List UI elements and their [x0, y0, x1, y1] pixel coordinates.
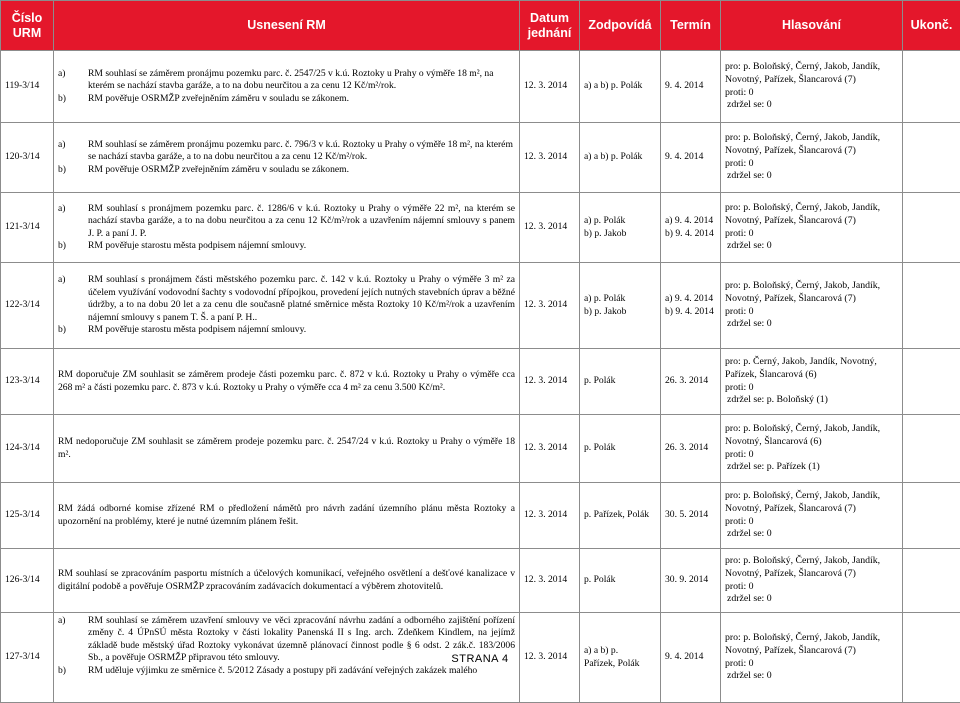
completed-cell	[903, 51, 960, 123]
sub-label: a)	[58, 203, 74, 240]
header-zodpovida: Zodpovídá	[580, 1, 661, 51]
deadline-line: 9. 4. 2014	[665, 651, 716, 663]
responsible	[580, 349, 661, 415]
vote-pro: pro: p. Boloňský, Černý, Jakob, Jandík,	[725, 555, 898, 568]
vote-zdrzel: zdržel se: p. Pařízek (1)	[725, 461, 898, 474]
responsible	[580, 415, 661, 483]
completed-cell	[903, 483, 960, 549]
header-termin: Termín	[661, 1, 721, 51]
deadline	[661, 193, 721, 263]
resolution-number: 127-3/14	[1, 613, 54, 703]
completed-cell	[903, 415, 960, 483]
responsible-line: a) a b) p. Polák	[584, 151, 656, 163]
deadline-line: 9. 4. 2014	[665, 80, 716, 92]
meeting-date: 12. 3. 2014	[520, 349, 580, 415]
resolution-number: 125-3/14	[1, 483, 54, 549]
deadline-line: b) 9. 4. 2014	[665, 306, 716, 318]
deadline-line: 26. 3. 2014	[665, 442, 716, 454]
deadline-line: a) 9. 4. 2014	[665, 293, 716, 305]
sub-text: RM uděluje výjimku ze směrnice č. 5/2012 Zásady a postupy při zadávání veřejných zakázek malého	[88, 665, 515, 677]
vote-pro-cont: Novotný, Šlancarová (6)	[725, 436, 898, 449]
table-row	[1, 51, 960, 123]
meeting-date: 12. 3. 2014	[520, 613, 580, 703]
responsible	[580, 263, 661, 349]
responsible-line: p. Polák	[584, 442, 656, 454]
vote-zdrzel: zdržel se: 0	[725, 593, 898, 606]
table-row	[1, 483, 960, 549]
vote-zdrzel: zdržel se: 0	[725, 170, 898, 183]
sub-text: RM souhlasí s pronájmem části městského pozemku parc. č. 142 v k.ú. Roztoky u Prahy o výměře 3 m² za účelem využívání vodovodní šachty s vodovodní přípojkou, provedení jejích nutných stavebních úprav a běžné údržby, a to na dobu 20 let a za cenu dle současně platné směrnice města Roztoky 10 Kč/m²/rok a uzavřením nájemní smlouvy s panem T. Š. a paní P. H..	[88, 274, 515, 324]
resolution-number: 120-3/14	[1, 123, 54, 193]
deadline-line: a) 9. 4. 2014	[665, 215, 716, 227]
sub-label: b)	[58, 324, 74, 336]
responsible-line: p. Polák	[584, 375, 656, 387]
sub-text: RM souhlasí se záměrem uzavření smlouvy ve věci zpracování návrhu zadání a odborného zajištění pořízení změny č. 4 ÚPnSÚ města Roztoky v části lokality Panenská II s Ing. arch. Zdeňkem Kindlem, na jejímž základě bude městský úřad Roztoky vykonávat územně plánovací činnost podle § 6 odst. 2 zák.č. 183/2006 Sb., a pověřuje OSRMŽP připravou této smlouvy.	[88, 615, 515, 665]
resolution-text	[54, 263, 520, 349]
responsible-line: b) p. Jakob	[584, 228, 656, 240]
vote-zdrzel: zdržel se: 0	[725, 318, 898, 331]
sub-label: a)	[58, 274, 74, 324]
sub-text: RM pověřuje starostu města podpisem nájemní smlouvy.	[88, 240, 515, 252]
vote-proti: proti: 0	[725, 581, 898, 594]
vote-pro: pro: p. Boloňský, Černý, Jakob, Jandík,	[725, 632, 898, 645]
deadline-line: 26. 3. 2014	[665, 375, 716, 387]
meeting-date: 12. 3. 2014	[520, 263, 580, 349]
responsible-line: a) a b) p.	[584, 645, 656, 657]
sub-label: b)	[58, 164, 74, 176]
responsible	[580, 123, 661, 193]
responsible-line: b) p. Jakob	[584, 306, 656, 318]
resolution-text	[54, 51, 520, 123]
vote-proti: proti: 0	[725, 306, 898, 319]
responsible-line: a) p. Polák	[584, 215, 656, 227]
sub-text: RM souhlasí se záměrem pronájmu pozemku parc. č. 2547/25 v k.ú. Roztoky u Prahy o výměře 18 m², na kterém se nachází stavba garáže, a to na dobu neurčitou a za cenu 12 Kč/m²/rok.	[88, 68, 515, 93]
resolution-text	[54, 193, 520, 263]
vote-pro-cont: Novotný, Pařízek, Šlancarová (7)	[725, 645, 898, 658]
sub-label: a)	[58, 615, 74, 665]
sub-label: a)	[58, 139, 74, 164]
sub-text: RM pověřuje OSRMŽP zveřejněním záměru v souladu se zákonem.	[88, 93, 515, 105]
vote-pro-cont: Novotný, Pařízek, Šlancarová (7)	[725, 293, 898, 306]
vote-pro: pro: p. Boloňský, Černý, Jakob, Jandík,	[725, 61, 898, 74]
resolution-text: RM souhlasí se zpracováním pasportu místních a účelových komunikací, veřejného osvětlení a dešťové kanalizace v digitální podobě a pověřuje OSRMŽP zpracováním zadávacích dokumentací a výběrem zhotovitelů.	[54, 549, 520, 613]
table-row	[1, 193, 960, 263]
vote-zdrzel: zdržel se: 0	[725, 670, 898, 683]
vote	[721, 123, 903, 193]
vote-zdrzel: zdržel se: 0	[725, 99, 898, 112]
responsible	[580, 51, 661, 123]
deadline-line: b) 9. 4. 2014	[665, 228, 716, 240]
completed-cell	[903, 193, 960, 263]
vote-pro-cont: Novotný, Pařízek, Šlancarová (7)	[725, 74, 898, 87]
vote	[721, 415, 903, 483]
sub-label: b)	[58, 240, 74, 252]
table-header-row	[1, 1, 960, 51]
deadline	[661, 483, 721, 549]
responsible-line: Pařízek, Polák	[584, 658, 656, 670]
header-datum: Datum jednání	[520, 1, 580, 51]
deadline-line: 30. 9. 2014	[665, 574, 716, 586]
vote	[721, 483, 903, 549]
resolution-text: RM nedoporučuje ZM souhlasit se záměrem prodeje pozemku parc. č. 2547/24 v k.ú. Roztoky u Prahy o výměře 18 m².	[54, 415, 520, 483]
meeting-date: 12. 3. 2014	[520, 415, 580, 483]
table-row	[1, 415, 960, 483]
completed-cell	[903, 263, 960, 349]
vote-pro-cont: Pařízek, Šlancarová (6)	[725, 369, 898, 382]
vote-proti: proti: 0	[725, 516, 898, 529]
deadline	[661, 263, 721, 349]
responsible-line: p. Pařízek, Polák	[584, 509, 656, 521]
vote	[721, 51, 903, 123]
vote	[721, 193, 903, 263]
vote-pro-cont: Novotný, Pařízek, Šlancarová (7)	[725, 568, 898, 581]
meeting-date: 12. 3. 2014	[520, 51, 580, 123]
responsible-line: p. Polák	[584, 574, 656, 586]
table-row	[1, 549, 960, 613]
resolution-number: 119-3/14	[1, 51, 54, 123]
vote-pro-cont: Novotný, Pařízek, Šlancarová (7)	[725, 503, 898, 516]
page-number: STRANA 4	[0, 653, 960, 665]
responsible	[580, 193, 661, 263]
meeting-date: 12. 3. 2014	[520, 193, 580, 263]
vote-proti: proti: 0	[725, 158, 898, 171]
deadline-line: 9. 4. 2014	[665, 151, 716, 163]
header-ukonc: Ukonč.	[903, 1, 960, 51]
meeting-date: 12. 3. 2014	[520, 549, 580, 613]
vote	[721, 263, 903, 349]
sub-text: RM souhlasí s pronájmem pozemku parc. č. 1286/6 v k.ú. Roztoky u Prahy o výměře 22 m², na kterém se nachází stavba garáže, a to na dobu neurčitou a za cenu 12 Kč/m²/rok a uzavřením nájemní smlouvy s panem J. P. a paní J. P.	[88, 203, 515, 240]
vote-pro: pro: p. Boloňský, Černý, Jakob, Jandík,	[725, 202, 898, 215]
resolution-text: RM doporučuje ZM souhlasit se záměrem prodeje části pozemku parc. č. 872 v k.ú. Roztoky u Prahy o výměře cca 268 m² a části pozemku parc. č. 873 v k.ú. Roztoky u Prahy o výměře cca 4 m² za cenu 3.500 Kč/m².	[54, 349, 520, 415]
resolution-number: 123-3/14	[1, 349, 54, 415]
resolution-number: 122-3/14	[1, 263, 54, 349]
vote-proti: proti: 0	[725, 449, 898, 462]
completed-cell	[903, 549, 960, 613]
vote-pro-cont: Novotný, Pařízek, Šlancarová (7)	[725, 145, 898, 158]
deadline-line: 30. 5. 2014	[665, 509, 716, 521]
header-cislo: Číslo URM	[1, 1, 54, 51]
vote-pro-cont: Novotný, Pařízek, Šlancarová (7)	[725, 215, 898, 228]
resolution-number: 126-3/14	[1, 549, 54, 613]
vote	[721, 549, 903, 613]
sub-label: b)	[58, 665, 74, 677]
resolution-number: 121-3/14	[1, 193, 54, 263]
vote-pro: pro: p. Boloňský, Černý, Jakob, Jandík,	[725, 132, 898, 145]
deadline	[661, 123, 721, 193]
sub-label: a)	[58, 68, 74, 93]
sub-text: RM pověřuje starostu města podpisem nájemní smlouvy.	[88, 324, 515, 336]
vote-proti: proti: 0	[725, 658, 898, 671]
sub-text: RM souhlasí se záměrem pronájmu pozemku parc. č. 796/3 v k.ú. Roztoky u Prahy o výměře 18 m², na kterém se nachází stavba garáže, a to na dobu neurčitou a za cenu 12 Kč/m²/rok.	[88, 139, 515, 164]
vote-pro: pro: p. Boloňský, Černý, Jakob, Jandík,	[725, 490, 898, 503]
responsible	[580, 549, 661, 613]
meeting-date: 12. 3. 2014	[520, 123, 580, 193]
deadline	[661, 51, 721, 123]
vote-zdrzel: zdržel se: 0	[725, 240, 898, 253]
vote-zdrzel: zdržel se: 0	[725, 528, 898, 541]
vote-pro: pro: p. Boloňský, Černý, Jakob, Jandík,	[725, 280, 898, 293]
header-hlasovani: Hlasování	[721, 1, 903, 51]
resolution-number: 124-3/14	[1, 415, 54, 483]
sub-text: RM pověřuje OSRMŽP zveřejněním záměru v souladu se zákonem.	[88, 164, 515, 176]
deadline	[661, 349, 721, 415]
vote-proti: proti: 0	[725, 228, 898, 241]
table-row	[1, 123, 960, 193]
vote-proti: proti: 0	[725, 87, 898, 100]
vote-proti: proti: 0	[725, 382, 898, 395]
responsible-line: a) a b) p. Polák	[584, 80, 656, 92]
vote-pro: pro: p. Boloňský, Černý, Jakob, Jandík,	[725, 423, 898, 436]
table-row	[1, 263, 960, 349]
responsible	[580, 483, 661, 549]
responsible-line: a) p. Polák	[584, 293, 656, 305]
deadline	[661, 415, 721, 483]
header-usneseni: Usnesení RM	[54, 1, 520, 51]
vote-pro: pro: p. Černý, Jakob, Jandík, Novotný,	[725, 356, 898, 369]
deadline	[661, 549, 721, 613]
completed-cell	[903, 123, 960, 193]
resolution-text	[54, 123, 520, 193]
meeting-date: 12. 3. 2014	[520, 483, 580, 549]
table-row	[1, 349, 960, 415]
vote	[721, 349, 903, 415]
vote-zdrzel: zdržel se: p. Boloňský (1)	[725, 394, 898, 407]
resolution-text: RM žádá odborné komise zřízené RM o předložení námětů pro návrh zadání územního plánu města Roztoky a upozornění na problémy, které je nutné územním plánem řešit.	[54, 483, 520, 549]
sub-label: b)	[58, 93, 74, 105]
completed-cell	[903, 349, 960, 415]
